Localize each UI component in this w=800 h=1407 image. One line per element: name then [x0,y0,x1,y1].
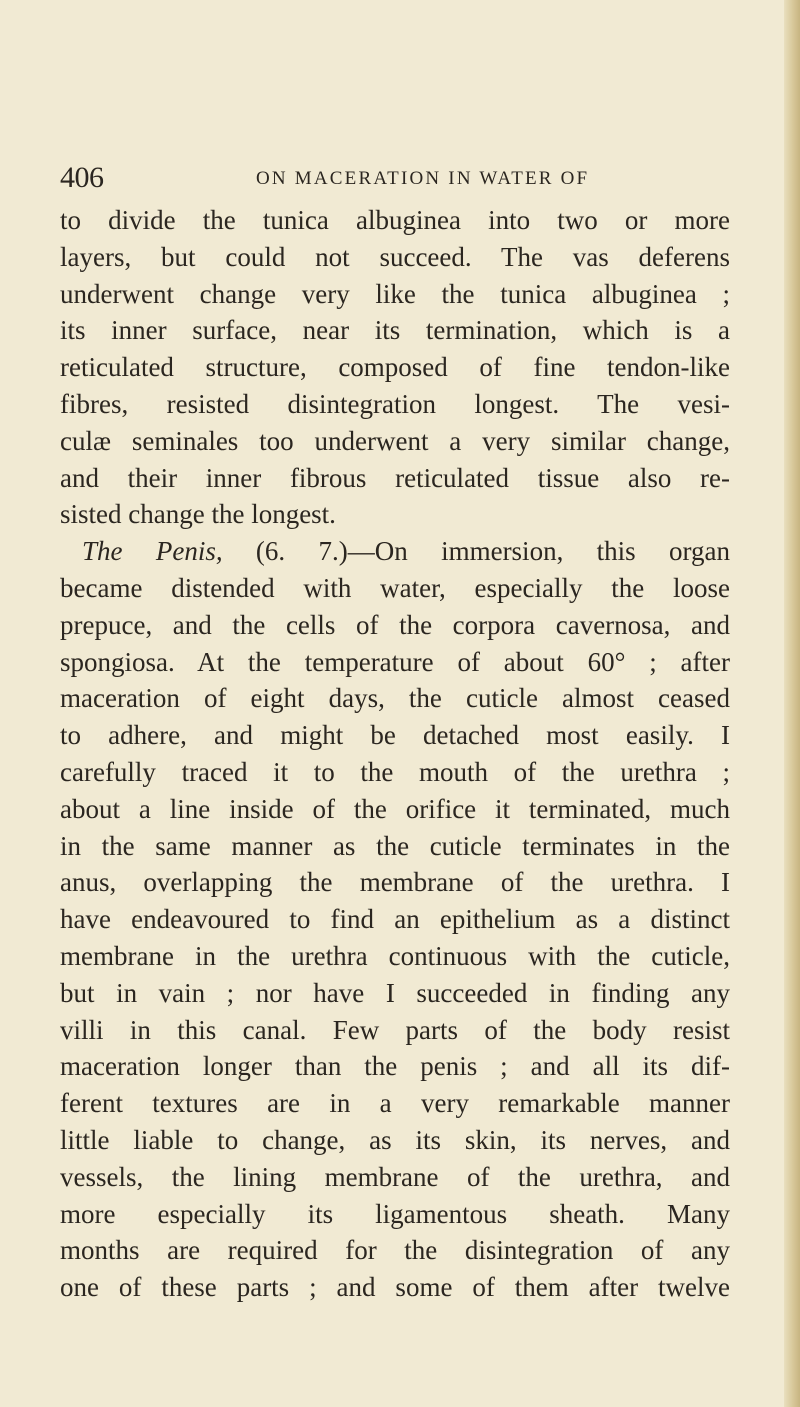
text-line: one of these parts ; and some of them after twelve [60,1272,730,1303]
text-line: and their inner fibrous reticulated tissue also re- [60,462,730,493]
running-head: ON MACERATION IN WATER OF [256,168,590,189]
text-line: sisted change the longest. [60,499,336,530]
body-text [60,202,730,1306]
text-line: ferent textures are in a very remarkable manner [60,1088,730,1119]
text-line: to divide the tunica albuginea into two or more [60,205,730,235]
text-line: in the same manner as the cuticle terminates in the [60,830,730,861]
text-line: culæ seminales too underwent a very similar change, [60,425,730,456]
text-line: fibres, resisted disintegration longest. The vesi- [60,388,730,419]
page-header [60,158,720,198]
text-line: reticulated structure, composed of fine tendon-like [60,352,730,383]
text-line: maceration of eight days, the cuticle almost ceased [60,683,730,714]
text-line: anus, overlapping the membrane of the urethra. I [60,867,730,898]
text-line: have endeavoured to find an epithelium as a distinct [60,904,730,935]
text-line: maceration longer than the penis ; and all its dif- [60,1051,730,1082]
text-line: its inner surface, near its termination, which is a [60,315,730,346]
text-line: to adhere, and might be detached most easily. I [60,720,730,751]
text-line: spongiosa. At the temperature of about 60° ; after [60,646,730,677]
text-line: little liable to change, as its skin, its nerves, and [60,1124,730,1155]
section-text: (6. 7.)—On immersion, this organ [222,536,730,567]
text-line: membrane in the urethra continuous with the cuticle, [60,940,730,971]
text-line: underwent change very like the tunica albuginea ; [60,278,730,309]
text-line: prepuce, and the cells of the corpora cavernosa, and [60,609,730,640]
text-line-section-start [60,533,730,570]
section-title: The Penis, [82,536,223,567]
text-line: vessels, the lining membrane of the urethra, and [60,1161,730,1192]
text-line: months are required for the disintegration of any [60,1235,730,1266]
text-line: carefully traced it to the mouth of the urethra ; [60,756,730,787]
text-line: layers, but could not succeed. The vas deferens [60,241,730,272]
text-line: about a line inside of the orifice it terminated, much [60,793,730,824]
page-number: 406 [60,161,104,194]
text-line: but in vain ; nor have I succeeded in finding any [60,977,730,1008]
text-line: villi in this canal. Few parts of the body resist [60,1014,730,1045]
text-line: became distended with water, especially the loose [60,572,730,603]
page-edge [784,0,800,1407]
text-line: more especially its ligamentous sheath. Many [60,1198,730,1229]
